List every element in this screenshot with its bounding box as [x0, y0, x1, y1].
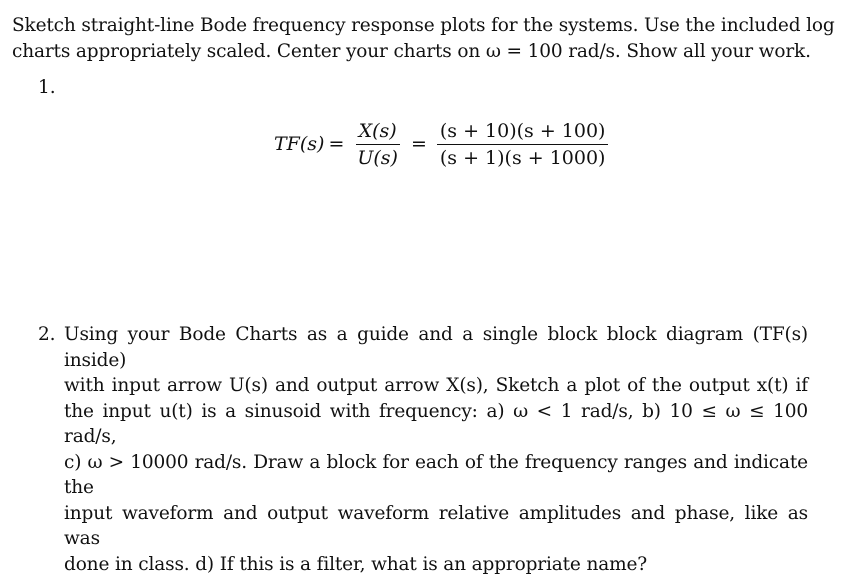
fraction-2-denominator: (s + 1)(s + 1000): [437, 145, 609, 169]
fraction-1-numerator: X(s): [356, 120, 400, 145]
problem-2-line-5: input waveform and output waveform relative amplitudes and phase, like as was: [64, 501, 808, 552]
problem-2-line-6: done in class. d) If this is a filter, what is an appropriate name?: [64, 552, 808, 577]
fraction-1-denominator: U(s): [354, 145, 401, 169]
transfer-function-equation: [274, 116, 614, 172]
problem-2-number: 2.: [38, 322, 55, 348]
problem-2-line-4: c) ω > 10000 rad/s. Draw a block for each of the frequency ranges and indicate the: [64, 450, 808, 501]
intro-paragraph: [12, 13, 832, 65]
fraction-transfer-function: [437, 120, 609, 169]
equation-lhs: TF(s): [274, 133, 324, 155]
problem-2-line-3: the input u(t) is a sinusoid with frequency: a) ω < 1 rad/s, b) 10 ≤ ω ≤ 100 rad/s,: [64, 399, 808, 450]
equals-sign-1: =: [328, 133, 344, 155]
equals-sign-2: =: [411, 133, 427, 155]
problem-1-number: 1.: [38, 77, 56, 98]
problem-2: [38, 322, 808, 577]
intro-line-1: Sketch straight-line Bode frequency response plots for the systems. Use the included log: [12, 13, 832, 39]
problem-2-line-1: Using your Bode Charts as a guide and a single block block diagram (TF(s) inside): [64, 322, 808, 373]
fraction-x-over-u: [354, 120, 401, 169]
fraction-2-numerator: (s + 10)(s + 100): [437, 120, 609, 145]
intro-line-2: charts appropriately scaled. Center your charts on ω = 100 rad/s. Show all your work.: [12, 39, 832, 65]
problem-2-text: [64, 322, 808, 577]
problem-2-line-2: with input arrow U(s) and output arrow X(s), Sketch a plot of the output x(t) if: [64, 373, 808, 399]
